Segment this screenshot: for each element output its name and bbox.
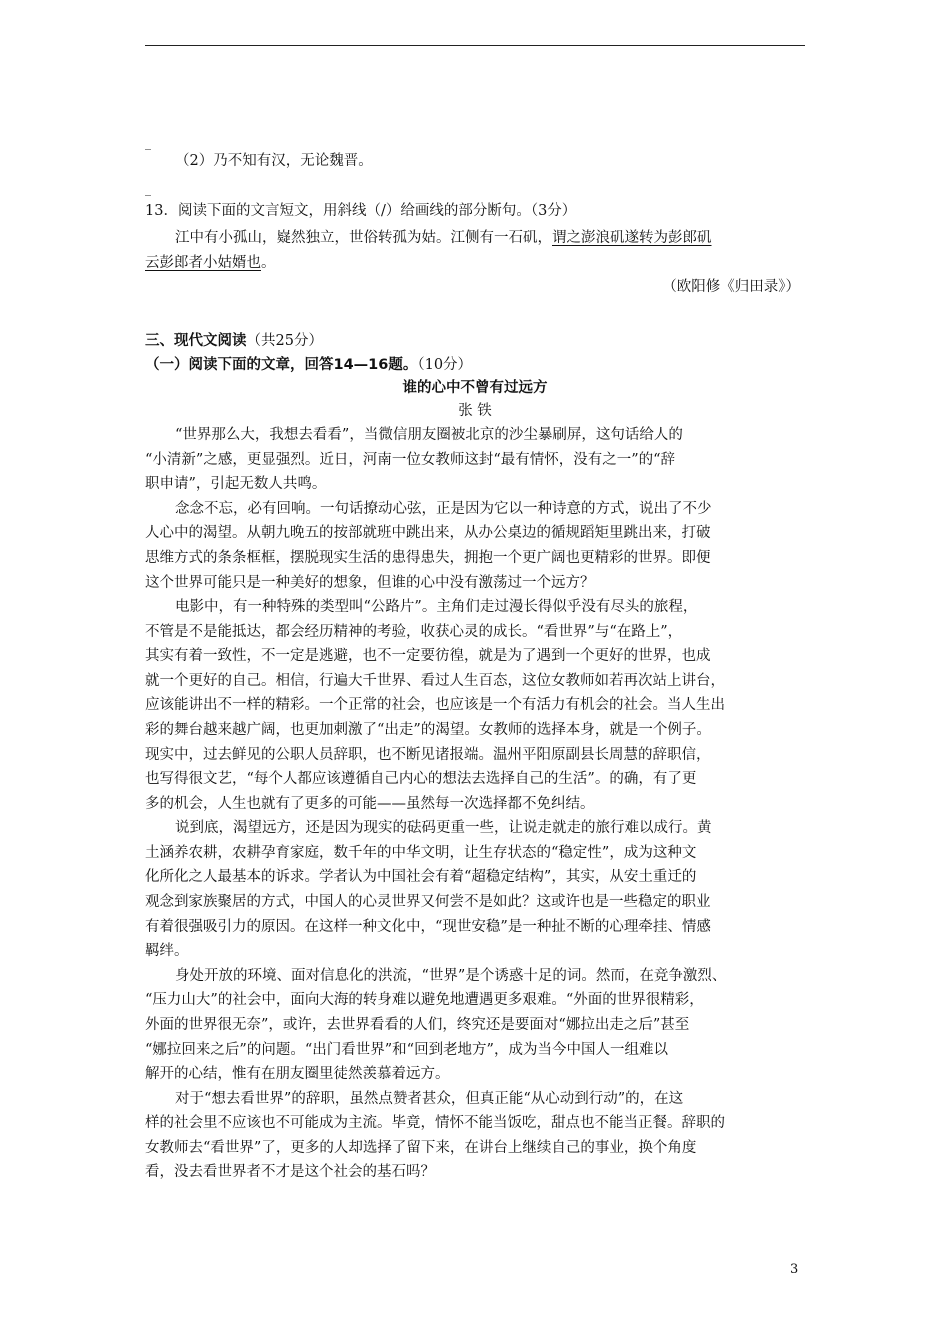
q13-text: 。	[261, 255, 276, 271]
article-line: 职申请”，引起无数人共鸣。	[145, 476, 327, 493]
article-line: 身处开放的环境、面对信息化的洪流，“世界”是个诱惑十足的词。然而，在竞争激烈、	[175, 967, 727, 984]
q13-source: （欧阳修《归田录》）	[662, 279, 800, 295]
article-line: 羁绊。	[145, 943, 189, 960]
article-line: 观念到家族聚居的方式，中国人的心灵世界又何尝不是如此？这或许也是一些稳定的职业	[145, 894, 711, 910]
header-rule	[145, 45, 805, 46]
article-line: 思维方式的条条框框，摆脱现实生活的患得患失，拥抱一个更广阔也更精彩的世界。即便	[145, 549, 711, 566]
page-number: 3	[790, 1262, 799, 1277]
article-line: 说到底，渴望远方，还是因为现实的砝码更重一些，让说走就走的旅行难以成行。黄	[175, 820, 712, 837]
q13-underlined-text: 云彭郎者小姑婿也	[145, 255, 261, 271]
article-line: 土涵养农耕，农耕孕育家庭，数千年的中华文明，让生存状态的“稳定性”，成为这种文	[145, 844, 697, 861]
article-line: 多的机会，人生也就有了更多的可能——虽然每一次选择都不免纠结。	[145, 795, 595, 812]
answer-blank: _	[145, 136, 151, 150]
q13-text-line-2	[145, 252, 276, 274]
subsection-heading	[145, 354, 472, 376]
article-line: 应该能讲出不一样的精彩。一个正常的社会，也应该是一个有活力有机会的社会。当人生出	[145, 697, 725, 714]
q13-text-line-1	[175, 227, 712, 249]
article-line: 人心中的渴望。从朝九晚五的按部就班中跳出来，从办公桌边的循规蹈矩里跳出来，打破	[145, 525, 711, 542]
article-line: 看，没去看世界者不才是这个社会的基石吗？	[145, 1164, 435, 1181]
article-line: 不管是不是能抵达，都会经历精神的考验，收获心灵的成长。“看世界”与“在路上”，	[145, 623, 683, 640]
article-line: 化所化之人最基本的诉求。学者认为中国社会有着“超稳定结构”，其实，从安土重迁的	[145, 869, 697, 886]
section-heading	[145, 330, 323, 352]
article-title: 谁的心中不曾有过远方	[402, 380, 548, 396]
article-line: 现实中，过去鲜见的公职人员辞职，也不断见诸报端。温州平阳原副县长周慧的辞职信，	[145, 746, 711, 763]
q13-stem: 13．阅读下面的文言短文，用斜线（/）给画线的部分断句。（3分）	[145, 203, 577, 219]
section-heading-bold: 三、现代文阅读	[145, 333, 247, 349]
article-line: 也写得很文艺，“每个人都应该遵循自己内心的想法去选择自己的生活”。的确，有了更	[145, 771, 697, 788]
article-line: 对于“想去看世界”的辞职，虽然点赞者甚众，但真正能“从心动到行动”的，在这	[175, 1090, 684, 1107]
article-line: 电影中，有一种特殊的类型叫“公路片”。主角们走过漫长得似乎没有尽头的旅程，	[175, 599, 698, 616]
article-line: 彩的舞台越来越广阔，也更加刺激了“出走”的渴望。女教师的选择本身，就是一个例子。	[145, 722, 711, 738]
q12-item-2: （2）乃不知有汉，无论魏晋。	[175, 153, 373, 169]
article-line: “娜拉回来之后”的问题。“出门看世界”和“回到老地方”，成为当今中国人一组难以	[145, 1041, 668, 1058]
article-line: “压力山大”的社会中，面向大海的转身难以避免地遭遇更多艰难。“外面的世界很精彩，	[145, 992, 704, 1009]
article-line: 女教师去“看世界”了，更多的人却选择了留下来，在讲台上继续自己的事业，换个角度	[145, 1139, 697, 1156]
q13-text: 江中有小孤山，嶷然独立，世俗转孤为姑。江侧有一石矶，	[175, 230, 552, 246]
q13-underlined-text: 谓之澎浪矶遂转为彭郎矶	[552, 230, 712, 246]
article-line: “小清新”之感，更显强烈。近日，河南一位女教师这封“最有情怀，没有之一”的“辞	[145, 451, 676, 468]
article-line: 就一个更好的自己。相信，行遍大千世界、看过人生百态，这位女教师如若再次站上讲台，	[145, 672, 725, 689]
article-line: 其实有着一致性，不一定是逃避，也不一定要彷徨，就是为了遇到一个更好的世界，也成	[145, 648, 711, 665]
article-line: 有着很强吸引力的原因。在这样一种文化中，“现世安稳”是一种扯不断的心理牵挂、情感	[145, 918, 711, 935]
article-line: 外面的世界很无奈”，或许，去世界看看的人们，终究还是要面对“娜拉出走之后”甚至	[145, 1016, 690, 1033]
article-line: 这个世界可能只是一种美好的想象，但谁的心中没有激荡过一个远方？	[145, 574, 595, 591]
answer-blank: _	[145, 182, 151, 196]
section-heading-points: （共25分）	[246, 333, 323, 349]
subsection-heading-bold: （一）阅读下面的文章，回答14—16题。	[145, 357, 418, 373]
article-line: “世界那么大，我想去看看”，当微信朋友圈被北京的沙尘暴刷屏，这句话给人的	[175, 427, 683, 443]
article-line: 解开的心结，惟有在朋友圈里徒然羡慕着远方。	[145, 1066, 450, 1083]
article-author: 张 铁	[458, 403, 492, 419]
article-line: 念念不忘，必有回响。一句话撩动心弦，正是因为它以一种诗意的方式，说出了不少	[175, 500, 712, 517]
subsection-heading-points: （10分）	[417, 357, 473, 373]
article-line: 样的社会里不应该也不可能成为主流。毕竟，情怀不能当饭吃，甜点也不能当正餐。辞职的	[145, 1115, 725, 1132]
